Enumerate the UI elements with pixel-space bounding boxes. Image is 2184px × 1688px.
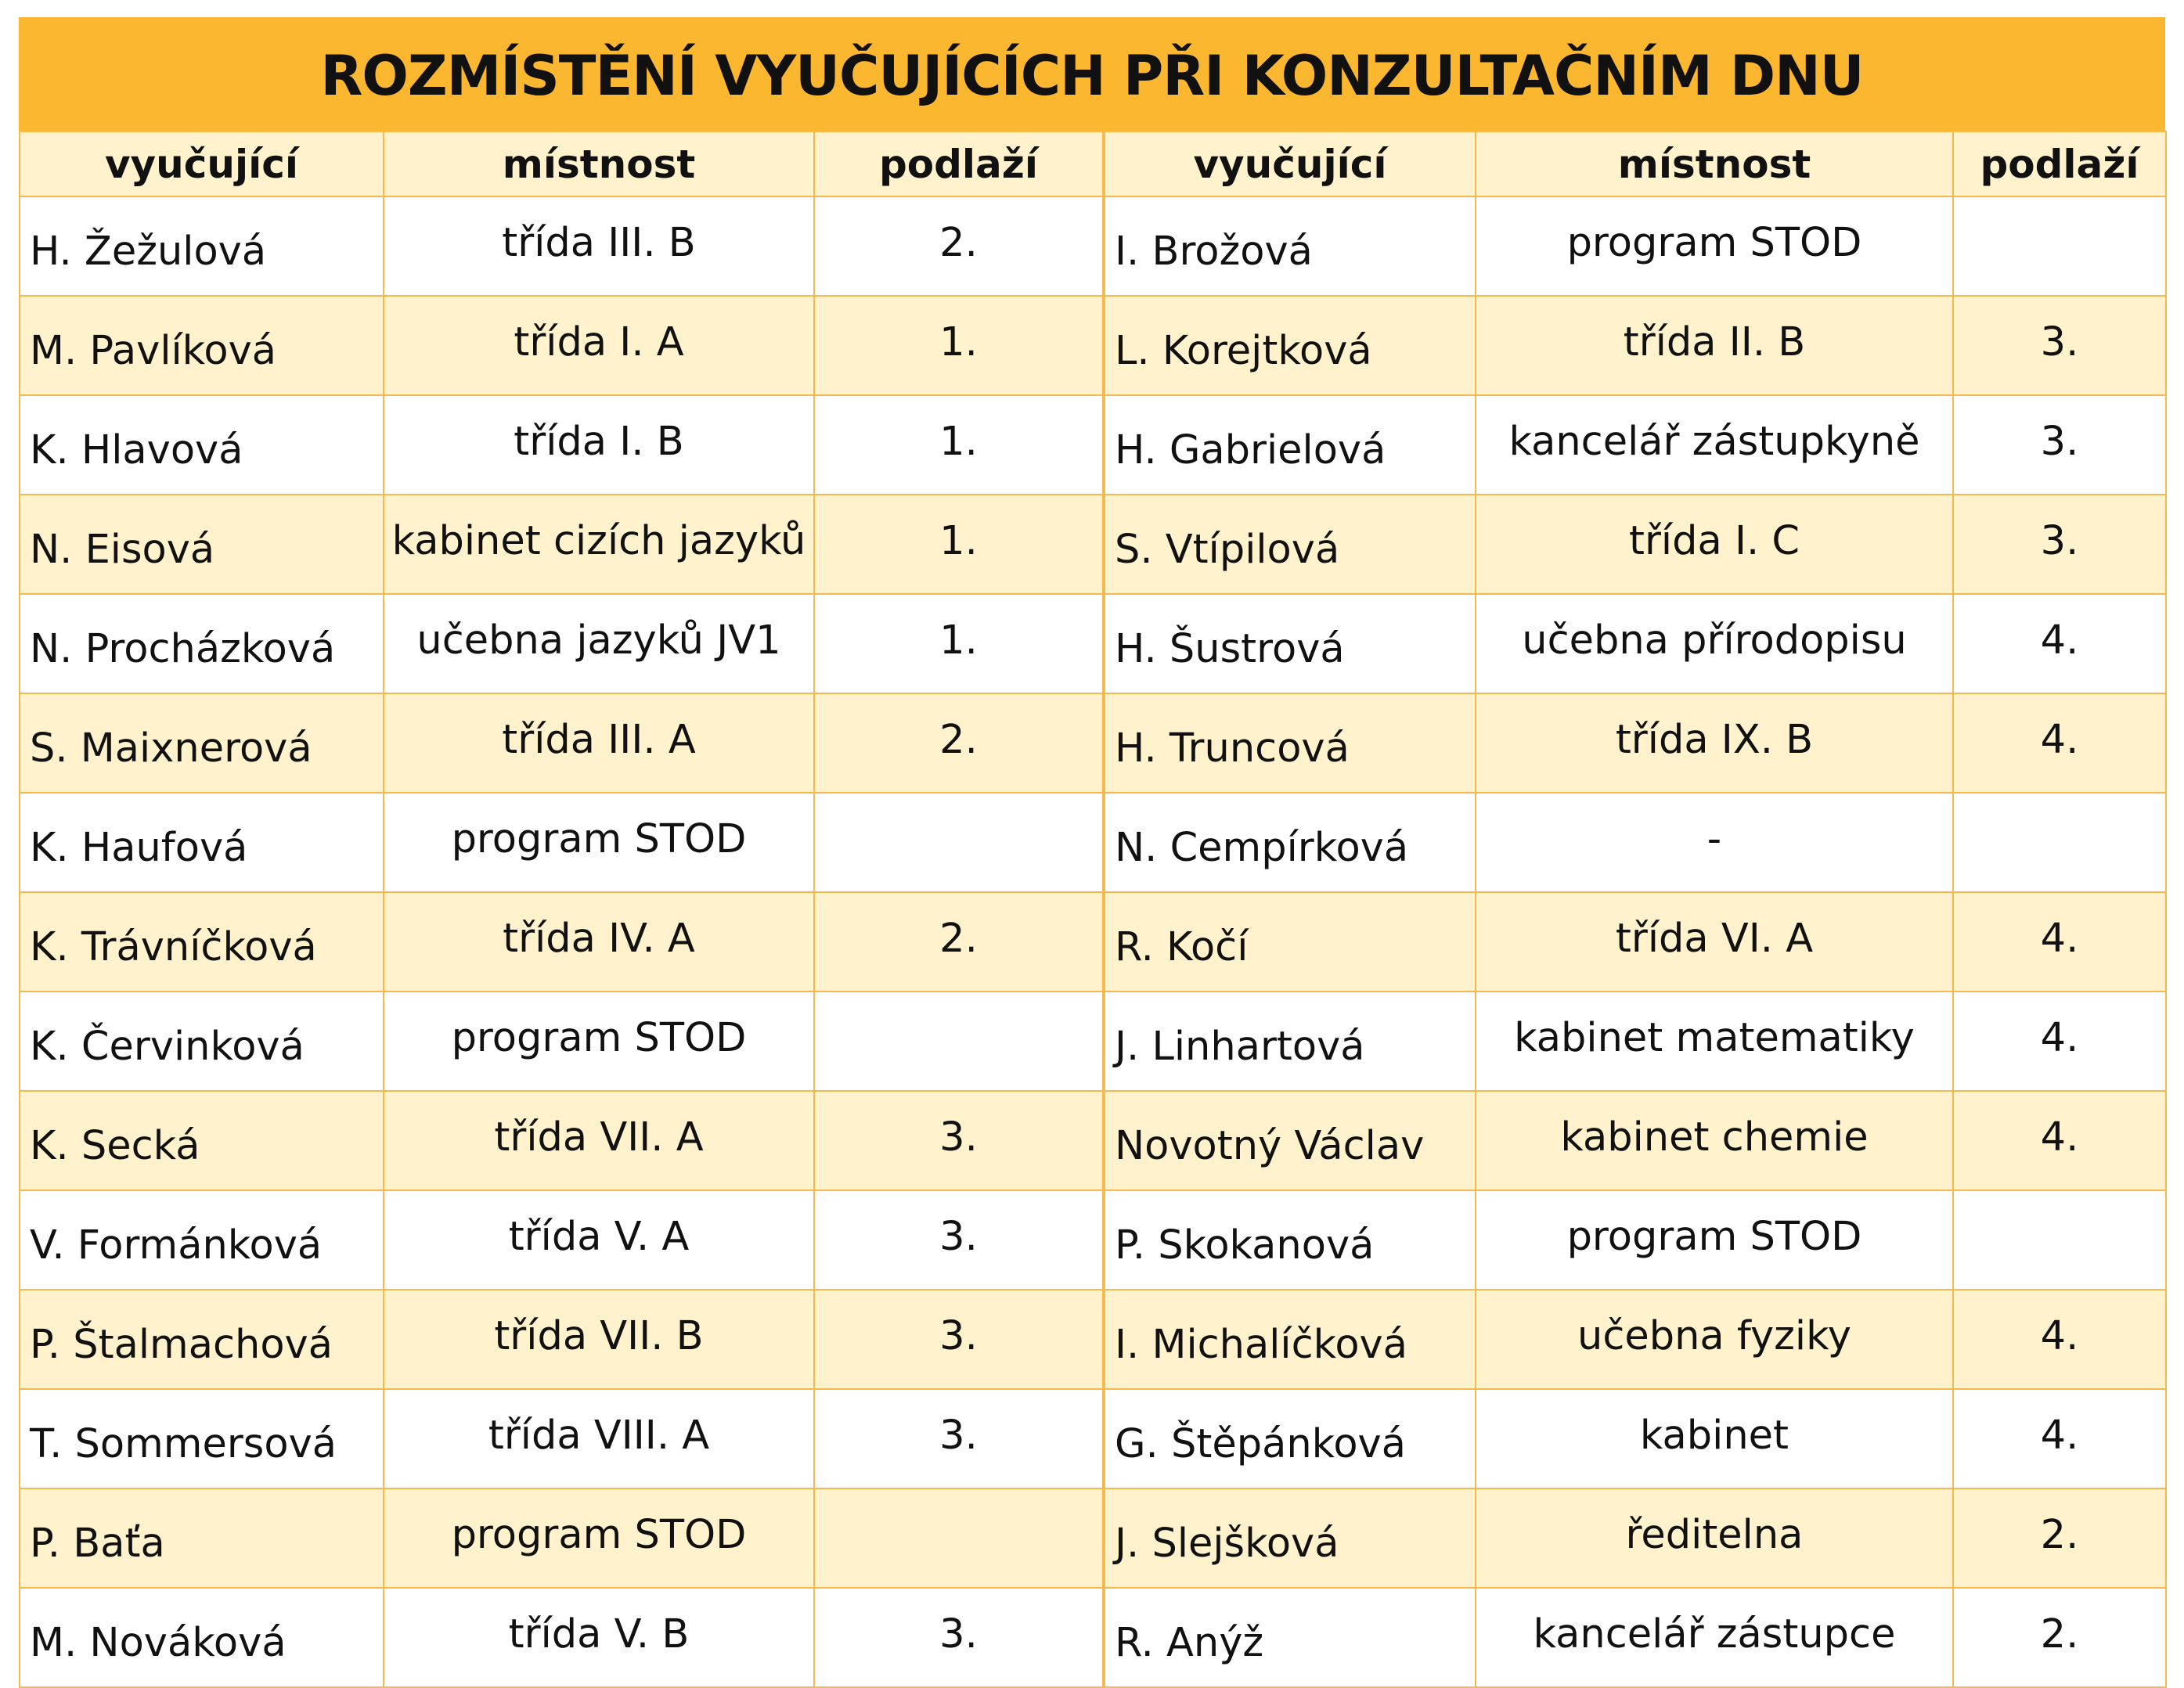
cell-teacher-left: M. Pavlíková (20, 296, 384, 395)
cell-teacher-left: P. Baťa (20, 1488, 384, 1588)
table-row (20, 793, 2166, 892)
table-row (20, 495, 2166, 594)
table-row (20, 594, 2166, 693)
cell-room-left: program STOD (384, 793, 814, 892)
cell-floor-right (1953, 196, 2166, 296)
cell-floor-left: 2. (814, 693, 1104, 793)
header-room-right: místnost (1476, 131, 1953, 196)
cell-floor-right: 3. (1953, 395, 2166, 495)
cell-floor-left (814, 1488, 1104, 1588)
cell-room-left: třída IV. A (384, 892, 814, 992)
teacher-room-table (19, 131, 2167, 1688)
cell-room-left: třída III. A (384, 693, 814, 793)
cell-floor-left: 3. (814, 1091, 1104, 1190)
cell-teacher-left: S. Maixnerová (20, 693, 384, 793)
cell-floor-left: 1. (814, 395, 1104, 495)
cell-teacher-right: R. Kočí (1104, 892, 1476, 992)
cell-floor-right: 4. (1953, 1091, 2166, 1190)
table-row (20, 1588, 2166, 1687)
header-teacher-left: vyučující (20, 131, 384, 196)
cell-teacher-left: H. Žežulová (20, 196, 384, 296)
cell-floor-right: 4. (1953, 992, 2166, 1091)
cell-floor-left: 3. (814, 1290, 1104, 1389)
cell-teacher-left: K. Červinková (20, 992, 384, 1091)
cell-room-left: učebna jazyků JV1 (384, 594, 814, 693)
cell-floor-left: 1. (814, 495, 1104, 594)
cell-floor-left: 1. (814, 594, 1104, 693)
cell-floor-right: 2. (1953, 1488, 2166, 1588)
cell-room-right: třída VI. A (1476, 892, 1953, 992)
cell-teacher-right: N. Cempírková (1104, 793, 1476, 892)
cell-room-right: kabinet chemie (1476, 1091, 1953, 1190)
table-row (20, 1091, 2166, 1190)
cell-teacher-right: P. Skokanová (1104, 1190, 1476, 1290)
cell-room-left: třída V. B (384, 1588, 814, 1687)
cell-room-left: třída VIII. A (384, 1389, 814, 1488)
cell-teacher-left: T. Sommersová (20, 1389, 384, 1488)
cell-teacher-left: P. Štalmachová (20, 1290, 384, 1389)
cell-teacher-left: K. Hlavová (20, 395, 384, 495)
table-row (20, 992, 2166, 1091)
cell-floor-right (1953, 1190, 2166, 1290)
cell-room-right: program STOD (1476, 1190, 1953, 1290)
cell-floor-left: 1. (814, 296, 1104, 395)
header-row (20, 131, 2166, 196)
cell-teacher-left: K. Secká (20, 1091, 384, 1190)
cell-floor-right (1953, 793, 2166, 892)
cell-floor-right: 3. (1953, 296, 2166, 395)
table-body (20, 196, 2166, 1687)
header-floor-left: podlaží (814, 131, 1104, 196)
cell-floor-left: 2. (814, 892, 1104, 992)
cell-room-right: učebna fyziky (1476, 1290, 1953, 1389)
cell-room-left: program STOD (384, 1488, 814, 1588)
cell-floor-left: 3. (814, 1389, 1104, 1488)
cell-teacher-right: Novotný Václav (1104, 1091, 1476, 1190)
cell-room-left: třída I. B (384, 395, 814, 495)
cell-room-right: učebna přírodopisu (1476, 594, 1953, 693)
cell-teacher-right: G. Štěpánková (1104, 1389, 1476, 1488)
cell-teacher-right: S. Vtípilová (1104, 495, 1476, 594)
cell-floor-right: 4. (1953, 892, 2166, 992)
cell-teacher-left: K. Haufová (20, 793, 384, 892)
cell-teacher-left: N. Eisová (20, 495, 384, 594)
cell-teacher-left: N. Procházková (20, 594, 384, 693)
cell-room-right: program STOD (1476, 196, 1953, 296)
header-floor-right: podlaží (1953, 131, 2166, 196)
cell-floor-right: 3. (1953, 495, 2166, 594)
table-row (20, 196, 2166, 296)
table-row (20, 1389, 2166, 1488)
cell-room-right: ředitelna (1476, 1488, 1953, 1588)
cell-floor-right: 4. (1953, 594, 2166, 693)
cell-room-left: třída III. B (384, 196, 814, 296)
cell-room-right: kancelář zástupkyně (1476, 395, 1953, 495)
header-room-left: místnost (384, 131, 814, 196)
cell-teacher-left: V. Formánková (20, 1190, 384, 1290)
header-teacher-right: vyučující (1104, 131, 1476, 196)
cell-room-left: třída VII. A (384, 1091, 814, 1190)
cell-teacher-right: I. Michalíčková (1104, 1290, 1476, 1389)
cell-floor-right: 2. (1953, 1588, 2166, 1687)
cell-room-left: třída I. A (384, 296, 814, 395)
cell-floor-right: 4. (1953, 693, 2166, 793)
table-row (20, 395, 2166, 495)
table-row (20, 892, 2166, 992)
table-row (20, 693, 2166, 793)
cell-teacher-right: H. Truncová (1104, 693, 1476, 793)
cell-room-right: třída II. B (1476, 296, 1953, 395)
table-row (20, 296, 2166, 395)
cell-teacher-right: R. Anýž (1104, 1588, 1476, 1687)
table-row (20, 1488, 2166, 1588)
table-row (20, 1290, 2166, 1389)
cell-room-right: kabinet matematiky (1476, 992, 1953, 1091)
cell-teacher-left: K. Trávníčková (20, 892, 384, 992)
cell-teacher-left: M. Nováková (20, 1588, 384, 1687)
cell-floor-left (814, 793, 1104, 892)
cell-floor-left: 3. (814, 1588, 1104, 1687)
cell-room-left: kabinet cizích jazyků (384, 495, 814, 594)
cell-teacher-right: J. Slejšková (1104, 1488, 1476, 1588)
table-row (20, 1190, 2166, 1290)
cell-teacher-right: I. Brožová (1104, 196, 1476, 296)
cell-teacher-right: L. Korejtková (1104, 296, 1476, 395)
cell-floor-left (814, 992, 1104, 1091)
cell-floor-left: 3. (814, 1190, 1104, 1290)
cell-teacher-right: H. Šustrová (1104, 594, 1476, 693)
cell-teacher-right: H. Gabrielová (1104, 395, 1476, 495)
cell-floor-right: 4. (1953, 1290, 2166, 1389)
cell-room-right: kabinet (1476, 1389, 1953, 1488)
cell-teacher-right: J. Linhartová (1104, 992, 1476, 1091)
cell-floor-left: 2. (814, 196, 1104, 296)
page-title: ROZMÍSTĚNÍ VYUČUJÍCÍCH PŘI KONZULTAČNÍM DNU (19, 17, 2165, 131)
schedule-sheet (19, 17, 2165, 1666)
cell-room-right: - (1476, 793, 1953, 892)
cell-room-right: kancelář zástupce (1476, 1588, 1953, 1687)
cell-room-left: třída V. A (384, 1190, 814, 1290)
cell-floor-right: 4. (1953, 1389, 2166, 1488)
cell-room-right: třída IX. B (1476, 693, 1953, 793)
cell-room-right: třída I. C (1476, 495, 1953, 594)
cell-room-left: program STOD (384, 992, 814, 1091)
cell-room-left: třída VII. B (384, 1290, 814, 1389)
